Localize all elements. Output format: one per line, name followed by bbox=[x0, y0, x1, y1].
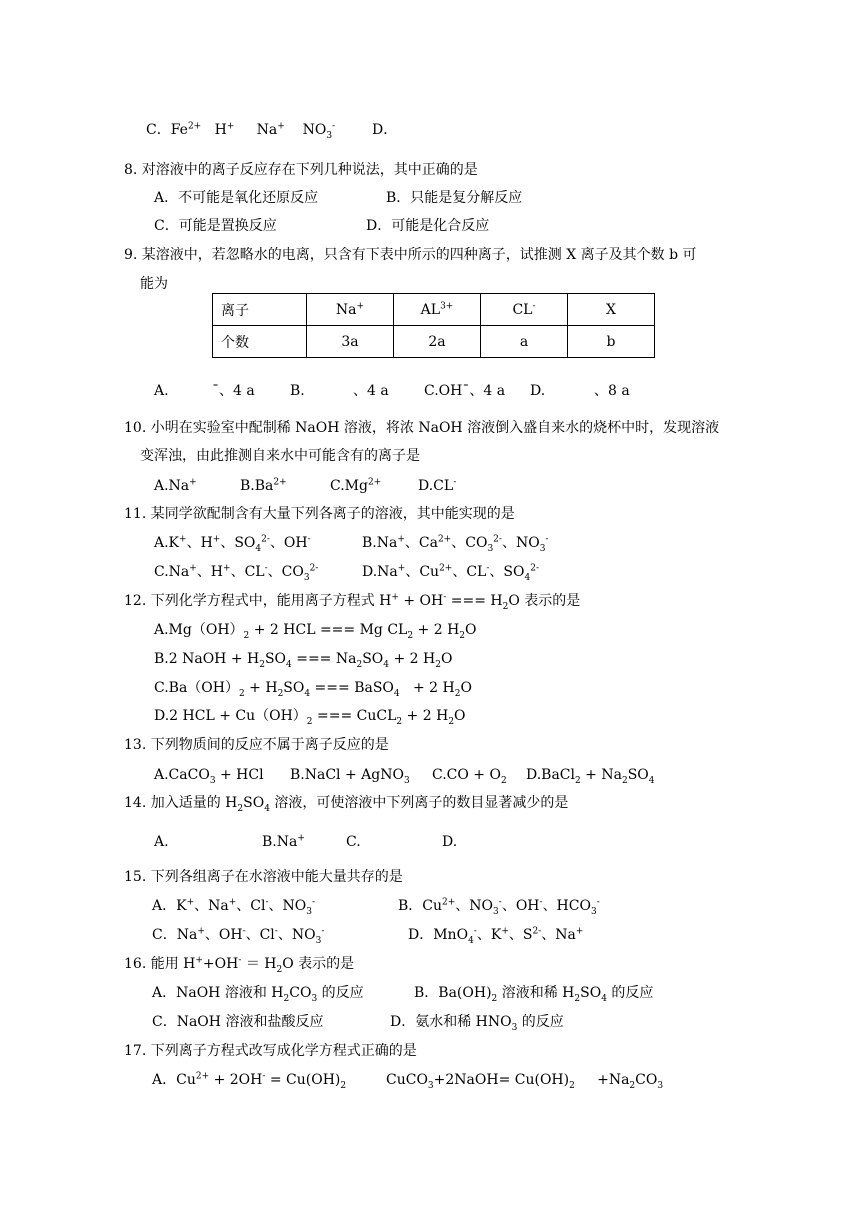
q15-option-c: C．Na+、OH-、Cl-、$NO_3^-$ bbox=[152, 926, 325, 946]
q12-option-d: D.2 HCL + $Cu(OH)_2$ === CuCL$_2$ + 2 $H_2O$ bbox=[154, 708, 466, 727]
table-cell: Na+ bbox=[307, 294, 394, 326]
q15-stem: 15. 下列各组离子在水溶液中能大量共存的是 bbox=[124, 869, 403, 885]
q8-option-c: C．可能是置换反应 bbox=[154, 218, 277, 234]
table-cell: 离子 bbox=[213, 294, 307, 326]
table-cell: 3a bbox=[307, 326, 394, 358]
q11-stem: 11. 某同学欲配制含有大量下列各离子的溶液，其中能实现的是 bbox=[124, 506, 515, 522]
q10-option-c: $C.Mg^{2+}$ bbox=[330, 477, 382, 494]
table-cell: 2a bbox=[394, 326, 481, 358]
table-cell: b bbox=[568, 326, 655, 358]
q9-option-d: D. bbox=[530, 383, 546, 399]
q12-option-a: $A.Mg(OH)_2 + 2$ HCL === Mg $CL_2 + 2$ $H_2O$ bbox=[154, 622, 477, 641]
table-row bbox=[213, 326, 655, 358]
q8-option-b: B．只能是复分解反应 bbox=[386, 190, 523, 206]
q11-option-a: A.K+、H+、$SO_4^{2-}$、OH- bbox=[154, 534, 311, 554]
q16-option-d: D．氨水和稀 $HNO_3$ 的反应 bbox=[390, 1014, 564, 1033]
q10-stem-cont: 变浑浊，由此推测自来水中可能含有的离子是 bbox=[140, 448, 420, 464]
q9-ion-table bbox=[212, 293, 655, 358]
q9-option-a: A. bbox=[154, 383, 169, 399]
q14-option-d: D. bbox=[442, 834, 458, 850]
q9-option-a-tail: ˉ、4 a bbox=[212, 383, 255, 399]
q15-option-a: A．K+、Na+、Cl-、$NO_3^-$ bbox=[152, 897, 316, 917]
table-cell: 个数 bbox=[213, 326, 307, 358]
table-cell: CL- bbox=[481, 294, 568, 326]
q10-option-a: A.Na+ bbox=[154, 477, 197, 494]
q15-option-d: D．MnO$_4$-、K+、$S^{2-}$、Na+ bbox=[408, 926, 584, 946]
table-cell: a bbox=[481, 326, 568, 358]
q13-stem: 13. 下列物质间的反应不属于离子反应的是 bbox=[124, 737, 389, 753]
q10-stem: 10. 小明在实验室中配制稀 NaOH 溶液，将浓 NaOH 溶液倒入盛自来水的烧杯中时，发现溶液 bbox=[124, 420, 720, 436]
q12-option-b: B.2 NaOH + $H_2SO_4$ === $Na_2SO_4 + 2$ $H_2O$ bbox=[154, 651, 453, 670]
q16-option-c: C．NaOH 溶液和盐酸反应 bbox=[152, 1014, 324, 1030]
q13-option-d: D.BaCl$_2$ + $Na_2SO_4$ bbox=[526, 767, 655, 786]
q16-stem: 16. 能用 $H^++OH^- = H_2O$ 表示的是 bbox=[124, 955, 355, 975]
q14-stem: 14. 加入适量的 $H_2SO_4$ 溶液，可使溶液中下列离子的数目显著减少的是 bbox=[124, 795, 569, 814]
q7-option-d: D． bbox=[372, 122, 398, 138]
q13-option-a: A.CaCO$_3$ + HCl bbox=[154, 767, 264, 786]
q15-option-b: B．$Cu^{2+}$、$NO_3^-$、OH-、$HCO_3^-$ bbox=[398, 897, 600, 917]
q13-option-c: $C.CO + O_2$ bbox=[432, 767, 507, 786]
q17-option-a-ionic: A．$Cu^{2+} + 2OH^- = Cu(OH)_2$ bbox=[152, 1071, 347, 1091]
table-cell: X bbox=[568, 294, 655, 326]
q10-option-b: $B.Ba^{2+}$ bbox=[240, 477, 287, 494]
q12-stem: 12. 下列化学方程式中，能用离子方程式 H+ + OH- === $H_2O$ 表示的是 bbox=[124, 592, 581, 612]
q11-option-b: B.Na+、$Ca^{2+}$、$CO_3^{2-}$、$NO_3^-$ bbox=[362, 534, 549, 554]
q13-option-b: B.NaCl + AgNO$_3$ bbox=[290, 767, 410, 786]
q14-option-b: B.Na+ bbox=[262, 833, 305, 850]
q11-option-d: D.Na+、$Cu^{2+}$、CL-、$SO_4^{2-}$ bbox=[362, 563, 539, 583]
q17-stem: 17. 下列离子方程式改写成化学方程式正确的是 bbox=[124, 1043, 417, 1059]
q12-option-c: $C.Ba(OH)_2 + H_2SO_4$ === BaSO$_4$ + 2 $H_2O$ bbox=[154, 680, 472, 699]
q7-options: C．$Fe^{2+}$ H+ Na+ $NO_3^-$ bbox=[146, 121, 336, 141]
q9-option-c: C.OHˉ、4 a bbox=[424, 383, 506, 399]
q17-option-a-chemical: CuCO$_3$+2NaOH= $Cu(OH)_2$ $+Na_2CO_3$ bbox=[386, 1072, 664, 1091]
q10-option-d: D.CL- bbox=[418, 477, 457, 494]
q11-option-c: C.Na+、H+、CL-、$CO_3^{2-}$ bbox=[154, 563, 319, 583]
q14-option-a: A. bbox=[154, 834, 169, 850]
q8-option-d: D．可能是化合反应 bbox=[366, 218, 490, 234]
q14-option-c: C. bbox=[346, 834, 361, 850]
q9-option-b: B. bbox=[290, 383, 305, 399]
q9-stem-cont: 能为 bbox=[140, 276, 168, 292]
q9-stem: 9. 某溶液中，若忽略水的电离，只含有下表中所示的四种离子，试推测 X 离子及其个数 b 可 bbox=[124, 247, 697, 263]
q16-option-a: A．NaOH 溶液和 $H_2CO_3$ 的反应 bbox=[152, 985, 364, 1004]
table-cell: $AL^{3+}$ bbox=[394, 294, 481, 326]
q16-option-b: B．$Ba(OH)_2$ 溶液和稀 $H_2SO_4$ 的反应 bbox=[414, 985, 654, 1004]
q9-option-b-tail: 、4 a bbox=[353, 383, 389, 399]
table-row bbox=[213, 294, 655, 326]
q9-option-d-tail: 、8 a bbox=[594, 383, 630, 399]
q8-option-a: A．不可能是氧化还原反应 bbox=[154, 190, 319, 206]
q8-stem: 8. 对溶液中的离子反应存在下列几种说法，其中正确的是 bbox=[124, 162, 478, 178]
